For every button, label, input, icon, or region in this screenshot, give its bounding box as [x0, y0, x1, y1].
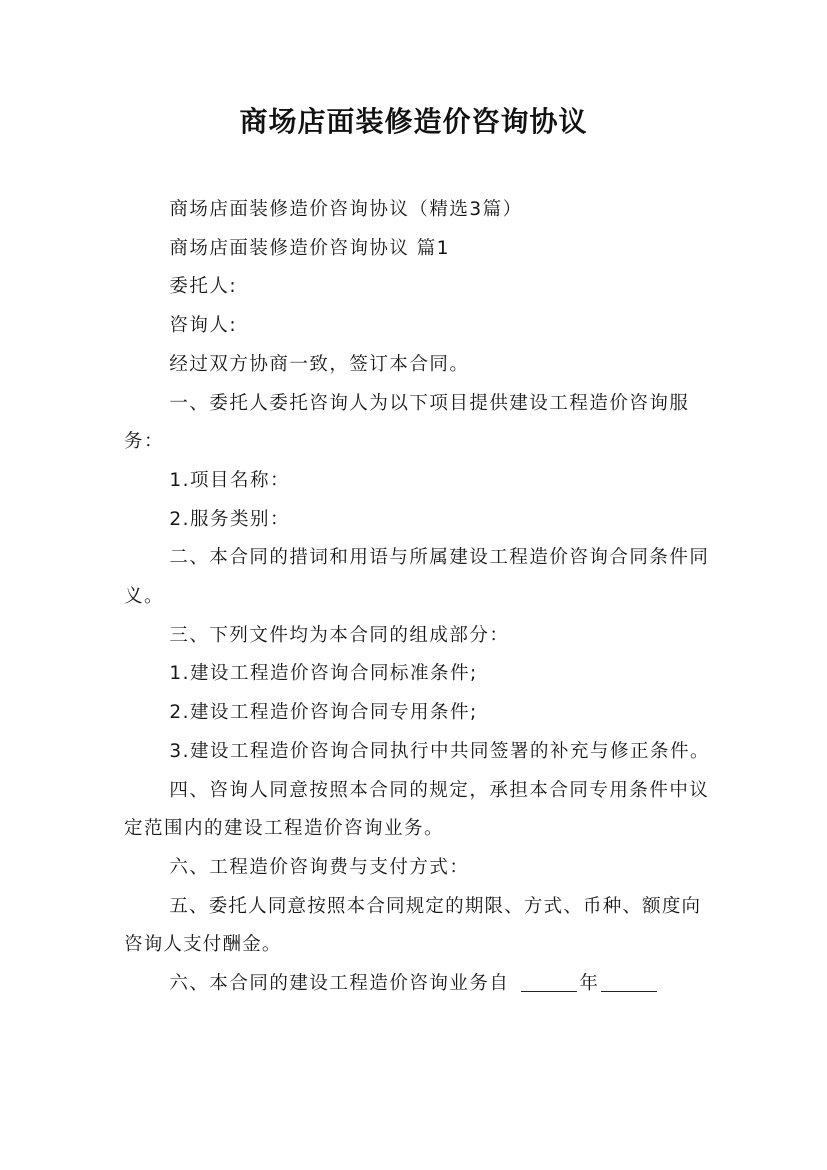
paragraph: 二、本合同的措词和用语与所属建设工程造价咨询合同条件同义。	[124, 547, 710, 608]
paragraph: 商场店面装修造价咨询协议（精选3篇）	[169, 199, 523, 220]
document-title: 商场店面装修造价咨询协议	[239, 105, 588, 138]
year-label: 年	[579, 973, 600, 995]
paragraph: 四、咨询人同意按照本合同的规定，承担本合同专用条件中议定范围内的建设工程造价咨询业务。	[124, 779, 710, 840]
blank-underline	[601, 969, 657, 992]
blank-underline	[521, 969, 577, 992]
paragraph: 委托人:	[169, 276, 238, 298]
paragraph: 五、委托人同意按照本合同规定的期限、方式、币种、额度向咨询人支付酬金。	[124, 895, 702, 956]
paragraph: 三、下列文件均为本合同的组成部分：	[169, 624, 510, 646]
paragraph: 六、工程造价咨询费与支付方式：	[169, 856, 470, 878]
paragraph: 2.建设工程造价咨询合同专用条件;	[169, 702, 478, 724]
paragraph: 商场店面装修造价咨询协议 篇1	[169, 237, 450, 259]
paragraph: 2.服务类别：	[169, 508, 290, 530]
paragraph: 1.建设工程造价咨询合同标准条件;	[169, 663, 478, 685]
paragraph: 咨询人:	[169, 315, 238, 337]
paragraph: 经过双方协商一致，签订本合同。	[169, 353, 470, 375]
paragraph: 1.项目名称：	[169, 469, 290, 491]
paragraph: 一、委托人委托咨询人为以下项目提供建设工程造价咨询服务：	[124, 392, 690, 453]
paragraph-last-line	[124, 965, 714, 1004]
paragraph: 3.建设工程造价咨询合同执行中共同签署的补充与修正条件。	[169, 740, 710, 762]
document-body	[124, 191, 714, 1004]
last-line-prefix: 六、本合同的建设工程造价咨询业务自	[169, 973, 510, 995]
